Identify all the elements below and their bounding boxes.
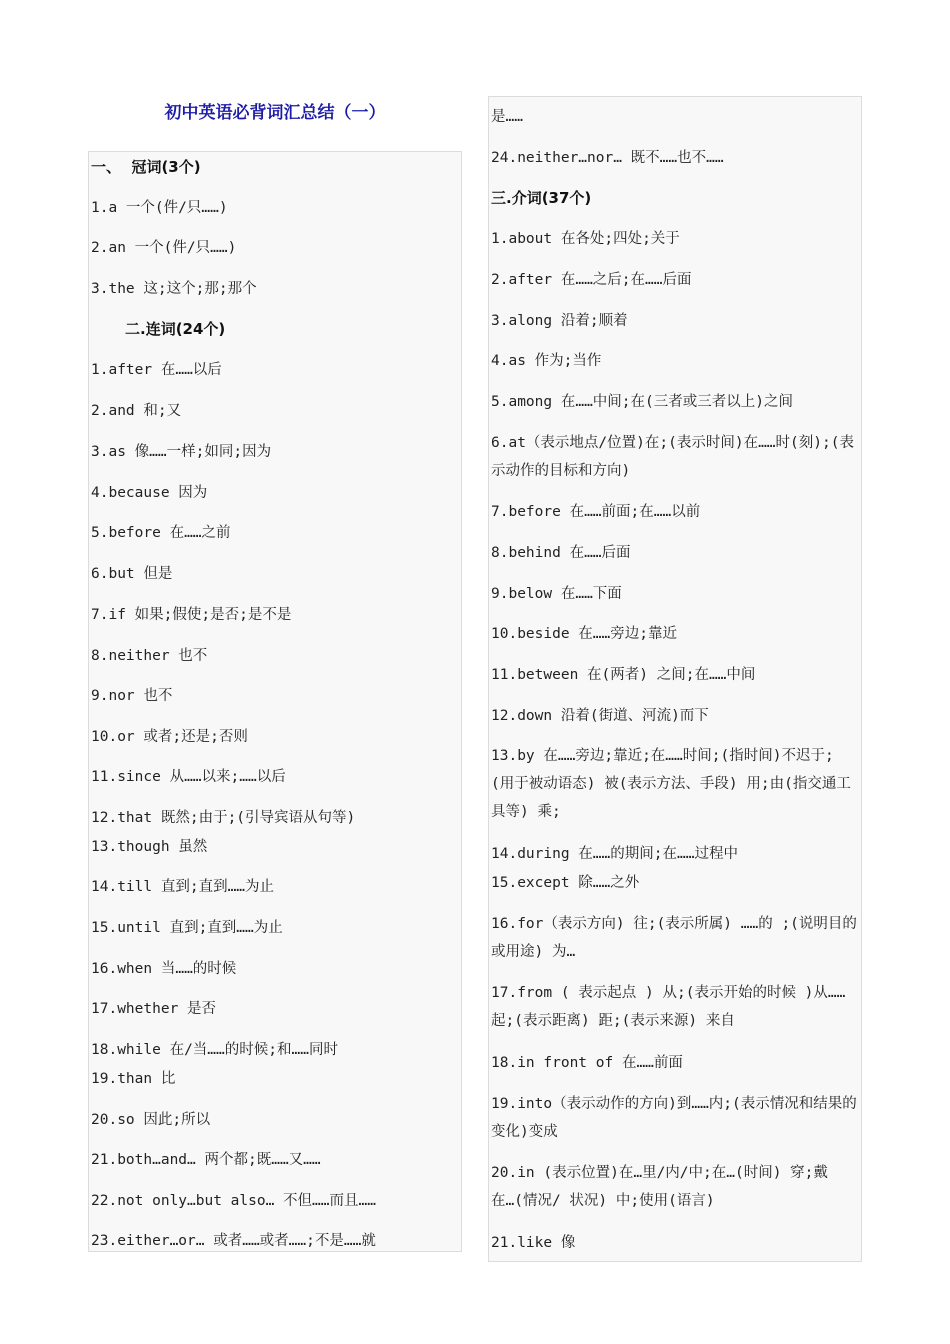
list-item: 23.either…or… 或者……或者……;不是……就 xyxy=(91,1233,376,1249)
list-item: 2.and 和;又 xyxy=(91,403,182,419)
list-item: 14.during 在……的期间;在……过程中 xyxy=(491,846,738,862)
list-item: 1.about 在各处;四处;关于 xyxy=(491,231,680,247)
list-item: 7.before 在……前面;在……以前 xyxy=(491,504,701,520)
list-item: 19.than 比 xyxy=(91,1071,176,1087)
list-item: 5.among 在……中间;在(三者或三者以上)之间 xyxy=(491,394,793,410)
list-item: 3.the 这;这个;那;那个 xyxy=(91,281,257,297)
list-item: 20.in (表示位置)在…里/内/中;在…(时间) 穿;戴 在…(情况/ 状况) 中;使用(语言) xyxy=(491,1165,828,1209)
list-item: 17.from ( 表示起点 ) 从;(表示开始的时候 )从……起;(表示距离) 距;(表示来源) 来自 xyxy=(491,985,846,1029)
page-title: 初中英语必背词汇总结（一） xyxy=(164,103,386,123)
list-item: 11.between 在(两者) 之间;在……中间 xyxy=(491,667,756,683)
list-item: 13.by 在……旁边;靠近;在……时间;(指时间)不迟于; (用于被动语态) 被(表示方法、手段) 用;由(指交通工具等) 乘; xyxy=(491,748,851,820)
left-column xyxy=(88,151,462,1252)
right-column xyxy=(488,96,862,1262)
list-item: 22.not only…but also… 不但……而且…… xyxy=(91,1193,376,1209)
list-item: 17.whether 是否 xyxy=(91,1001,217,1017)
list-item: 4.because 因为 xyxy=(91,485,208,501)
articles-heading: 一、 冠词(3个) xyxy=(91,158,201,176)
list-item: 13.though 虽然 xyxy=(91,839,208,855)
list-item: 6.at（表示地点/位置)在;(表示时间)在……时(刻);(表示动作的目标和方向) xyxy=(491,435,854,479)
list-item: 1.a 一个(件/只……) xyxy=(91,200,228,216)
list-item: 2.after 在……之后;在……后面 xyxy=(491,272,692,288)
list-item: 5.before 在……之前 xyxy=(91,525,231,541)
list-item-continued: 是…… xyxy=(491,109,523,125)
list-item: 21.like 像 xyxy=(491,1235,576,1251)
list-item: 16.when 当……的时候 xyxy=(91,961,237,977)
list-item: 10.or 或者;还是;否则 xyxy=(91,729,248,745)
list-item: 11.since 从……以来;……以后 xyxy=(91,769,286,785)
list-item: 16.for（表示方向) 往;(表示所属) ……的 ;(说明目的或用途) 为… xyxy=(491,916,857,960)
list-item: 21.both…and… 两个都;既……又…… xyxy=(91,1152,321,1168)
list-item: 3.along 沿着;顺着 xyxy=(491,313,628,329)
list-item: 8.neither 也不 xyxy=(91,648,208,664)
list-item: 9.below 在……下面 xyxy=(491,586,622,602)
list-item: 12.that 既然;由于;(引导宾语从句等) xyxy=(91,810,356,826)
list-item: 20.so 因此;所以 xyxy=(91,1112,211,1128)
list-item: 12.down 沿着(街道、河流)而下 xyxy=(491,708,709,724)
list-item: 7.if 如果;假使;是否;是不是 xyxy=(91,607,292,623)
list-item: 2.an 一个(件/只……) xyxy=(91,240,237,256)
list-item: 14.till 直到;直到……为止 xyxy=(91,879,275,895)
list-item: 18.while 在/当……的时候;和……同时 xyxy=(91,1042,338,1058)
list-item: 10.beside 在……旁边;靠近 xyxy=(491,626,677,642)
list-item: 3.as 像……一样;如同;因为 xyxy=(91,444,272,460)
list-item: 15.except 除……之外 xyxy=(491,875,640,891)
prepositions-heading: 三.介词(37个) xyxy=(491,189,592,207)
list-item: 19.into（表示动作的方向)到……内;(表示情况和结果的变化)变成 xyxy=(491,1096,857,1140)
list-item: 8.behind 在……后面 xyxy=(491,545,631,561)
list-item: 1.after 在……以后 xyxy=(91,362,222,378)
list-item: 9.nor 也不 xyxy=(91,688,173,704)
list-item: 18.in front of 在……前面 xyxy=(491,1055,683,1071)
list-item: 15.until 直到;直到……为止 xyxy=(91,920,283,936)
list-item: 6.but 但是 xyxy=(91,566,173,582)
list-item: 24.neither…nor… 既不……也不…… xyxy=(491,150,724,166)
conjunctions-heading: 二.连词(24个) xyxy=(125,320,226,338)
list-item: 4.as 作为;当作 xyxy=(491,353,602,369)
